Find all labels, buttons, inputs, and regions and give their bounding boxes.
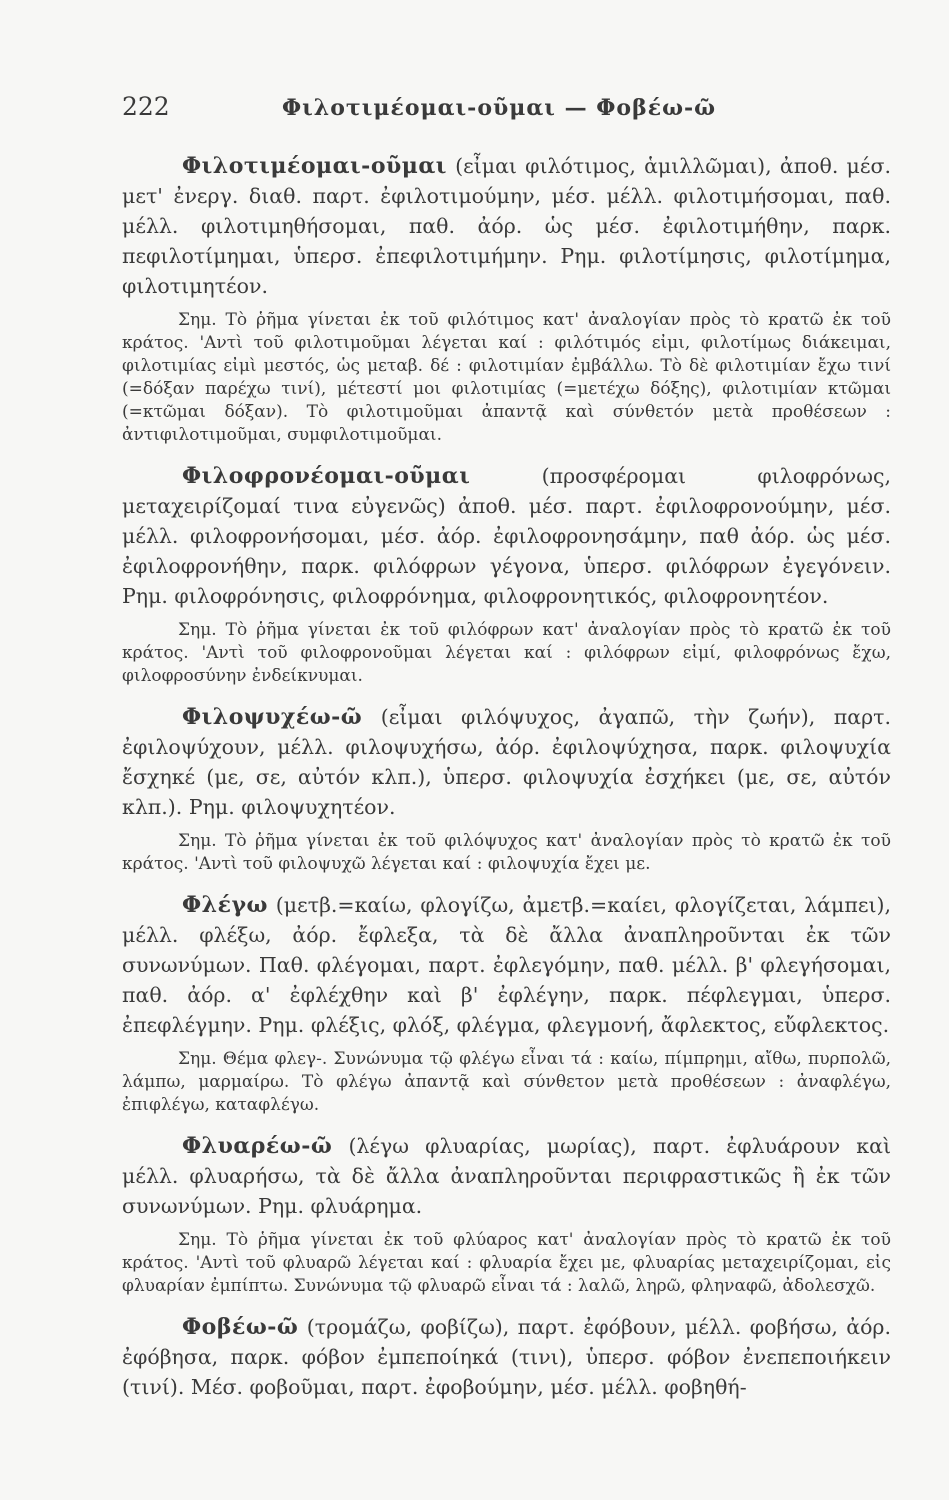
- dictionary-entry: [122, 702, 891, 822]
- entry-text: (μετβ.=καίω, φλογίζω, ἀμετβ.=καίει, φλογίζεται, λάμπει), μέλλ. φλέξω, ἀόρ. ἔφλεξα, τὰ δὲ ἄλλα ἀναπληροῦνται ἐκ τῶν συνωνύμων. Παθ. φλέγομαι, παρτ. ἐφλεγόμην, παθ. μέλλ. β' φλεγήσομαι, παθ. ἀόρ. α' ἐφλέχθην καὶ β' ἐφλέγην, παρκ. πέφλεγμαι, ὑπερσ. ἐπεφλέγμην. Ρημ. φλέξις, φλόξ, φλέγμα, φλεγμονή, ἄφλεκτος, εὔφλεκτος.: [122, 893, 891, 1037]
- entry-lemma: Φιλοτιμέομαι-οῦμαι: [182, 153, 447, 179]
- running-title: Φιλοτιμέομαι-οῦμαι — Φοβέω-ῶ: [282, 95, 717, 121]
- entry-lemma: Φλυαρέω-ῶ: [182, 1133, 333, 1159]
- page-header: [122, 92, 891, 121]
- entry-lemma: Φιλοψυχέω-ῶ: [182, 704, 363, 730]
- entry-text: (λέγω φλυαρίας, μωρίας), παρτ. ἐφλυάρουν καὶ μέλλ. φλυαρήσω, τὰ δὲ ἄλλα ἀναπληροῦνται περιφραστικῶς ἢ ἐκ τῶν συνωνύμων. Ρημ. φλυάρημα.: [122, 1134, 891, 1218]
- dictionary-entry: [122, 461, 891, 611]
- entry-text: (εἶμαι φιλόψυχος, ἀγαπῶ, τὴν ζωήν), παρτ. ἐφιλοψύχουν, μέλλ. φιλοψυχήσω, ἀόρ. ἐφιλοψύχησα, παρκ. φιλοψυχία ἔσχηκέ (με, σε, αὐτόν κλπ.), ὑπερσ. φιλοψυχία ἐσχήκει (με, σε, αὐτόν κλπ.). Ρημ. φιλοψυχητέον.: [122, 705, 891, 819]
- entry-lemma: Φλέγω: [182, 892, 268, 918]
- dictionary-entry: [122, 1131, 891, 1221]
- entry-note: Σημ. Τὸ ῥῆμα γίνεται ἐκ τοῦ φιλότιμος κατ' ἀναλογίαν πρὸς τὸ κρατῶ ἐκ τοῦ κράτος. 'Αντὶ τοῦ φιλοτιμοῦμαι λέγεται καί : φιλότιμός εἰμι, φιλοτίμως διάκειμαι, φιλοτιμίας εἰμὶ μεστός, ὡς μεταβ. δέ : φιλοτιμίαν ἐμβάλλω. Τὸ δὲ φιλοτιμίαν ἔχω τινί (=δόξαν παρέχω τινί), μέτεστί μοι φιλοτιμίας (=μετέχω δόξης), φιλοτιμίαν κτῶμαι (=κτῶμαι δόξαν). Τὸ φιλοτιμοῦμαι ἀπαντᾷ καὶ σύνθετόν μετὰ προθέσεων : ἀντιφιλοτιμοῦμαι, συμφιλοτιμοῦμαι.: [122, 310, 891, 445]
- entry-text: (εἶμαι φιλότιμος, ἁμιλλῶμαι), ἀποθ. μέσ. μετ' ἐνεργ. διαθ. παρτ. ἐφιλοτιμούμην, μέσ. μέλλ. φιλοτιμήσομαι, παθ. μέλλ. φιλοτιμηθήσομαι, παθ. ἀόρ. ὡς μέσ. ἐφιλοτιμήθην, παρκ. πεφιλοτίμημαι, ὑπερσ. ἐπεφιλοτιμήμην. Ρημ. φιλοτίμησις, φιλοτίμημα, φιλοτιμητέον.: [122, 154, 891, 298]
- dictionary-entry: [122, 890, 891, 1040]
- entry-lemma: Φιλοφρονέομαι-οῦμαι: [182, 463, 471, 489]
- entry-note: Σημ. Τὸ ῥῆμα γίνεται ἐκ τοῦ φλύαρος κατ' ἀναλογίαν πρὸς τὸ κρατῶ ἐκ τοῦ κράτος. 'Αντὶ τοῦ φλυαρῶ λέγεται καί : φλυαρία ἔχει με, φλυαρίας μεταχειρίζομαι, εἰς φλυαρίαν ἐμπίπτω. Συνώνυμα τῷ φλυαρῶ εἶναι τά : λαλῶ, ληρῶ, φληναφῶ, ἀδολεσχῶ.: [122, 1230, 891, 1296]
- entry-text: (προσφέρομαι φιλοφρόνως, μεταχειρίζομαί τινα εὐγενῶς) ἀποθ. μέσ. παρτ. ἐφιλοφρονούμην, μέσ. μέλλ. φιλοφρονήσομαι, μέσ. ἀόρ. ἐφιλοφρονησάμην, παθ ἀόρ. ὡς μέσ. ἐφιλοφρονήθην, παρκ. φιλόφρων γέγονα, ὑπερσ. φιλόφρων ἐγεγόνειν. Ρημ. φιλοφρόνησις, φιλοφρόνημα, φιλοφρονητικός, φιλοφρονητέον.: [122, 464, 891, 608]
- entry-note: Σημ. Τὸ ῥῆμα γίνεται ἐκ τοῦ φιλόψυχος κατ' ἀναλογίαν πρὸς τὸ κρατῶ ἐκ τοῦ κράτος. 'Αντὶ τοῦ φιλοψυχῶ λέγεται καί : φιλοψυχία ἔχει με.: [122, 831, 891, 874]
- dictionary-entry: [122, 1312, 891, 1402]
- page-number: 222: [122, 92, 170, 121]
- dictionary-entry: [122, 151, 891, 301]
- entry-note: Σημ. Θέμα φλεγ-. Συνώνυμα τῷ φλέγω εἶναι τά : καίω, πίμπρημι, αἴθω, πυρπολῶ, λάμπω, μαρμαίρω. Τὸ φλέγω ἀπαντᾷ καὶ σύνθετον μετὰ προθέσεων : ἀναφλέγω, ἐπιφλέγω, καταφλέγω.: [122, 1049, 891, 1115]
- entry-note: Σημ. Τὸ ῥῆμα γίνεται ἐκ τοῦ φιλόφρων κατ' ἀναλογίαν πρὸς τὸ κρατῶ ἐκ τοῦ κράτος. 'Αντὶ τοῦ φιλοφρονοῦμαι λέγεται καί : φιλόφρων εἰμί, φιλοφρόνως ἔχω, φιλοφροσύνην ἐνδείκνυμαι.: [122, 620, 891, 686]
- entry-text: (τρομάζω, φοβίζω), παρτ. ἐφόβουν, μέλλ. φοβήσω, ἀόρ. ἐφόβησα, παρκ. φόβον ἐμπεποίηκά (τινι), ὑπερσ. φόβον ἐνεπεποιήκειν (τινί). Μέσ. φοβοῦμαι, παρτ. ἐφοβούμην, μέσ. μέλλ. φοβηθή-: [122, 1315, 891, 1399]
- entry-lemma: Φοβέω-ῶ: [182, 1314, 299, 1340]
